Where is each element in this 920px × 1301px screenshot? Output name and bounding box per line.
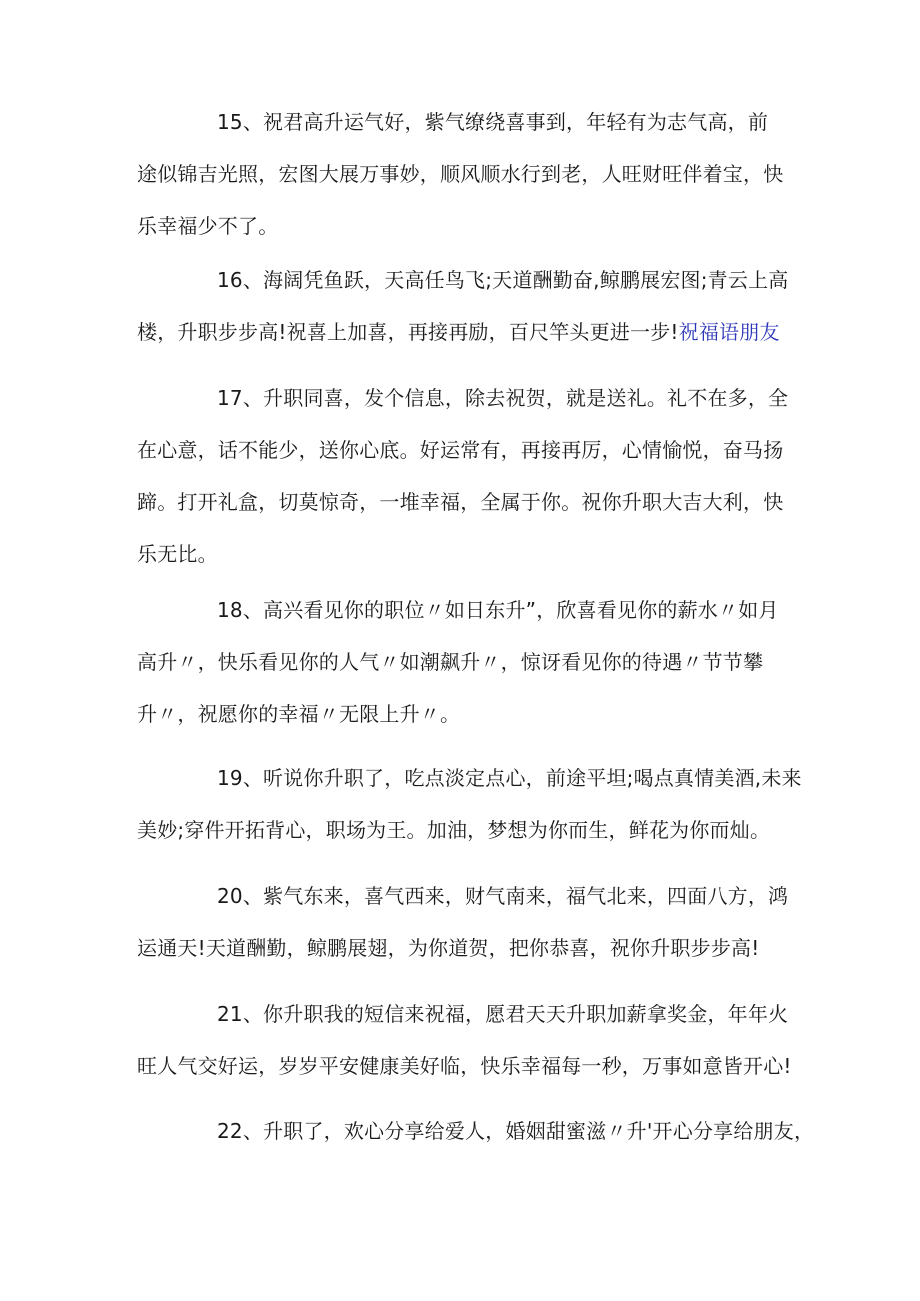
text-line: 高升〃，快乐看见你的人气〃如潮飙升〃，惊讶看见你的待遇〃节节攀	[137, 650, 764, 674]
text-line: 17、升职同喜，发个信息，除去祝贺，就是送礼。礼不在多，全	[217, 386, 789, 410]
text-line: 20、紫气东来，喜气西来，财气南来，福气北来，四面八方，鸿	[217, 884, 789, 908]
text-line: 18、高兴看见你的职位〃如日东升”，欣喜看见你的薪水〃如月	[217, 598, 779, 622]
paragraph-20	[137, 870, 797, 974]
paragraph-21	[137, 988, 797, 1092]
text-line: 在心意，话不能少，送你心底。好运常有，再接再厉，心情愉悦，奋马扬	[137, 438, 784, 462]
text-line: 升〃，祝愿你的幸福〃无限上升〃。	[137, 702, 461, 726]
text-line: 运通天!天道酬勤，鲸鹏展翅，为你道贺，把你恭喜，祝你升职步步高!	[137, 936, 760, 960]
text-line: 途似锦吉光照，宏图大展万事妙，顺风顺水行到老，人旺财旺伴着宝，快	[137, 162, 784, 186]
text-line: 美妙;穿件开拓背心，职场为王。加油，梦想为你而生，鲜花为你而灿。	[137, 818, 771, 842]
text-line: 22、升职了，欢心分享给爱人，婚姻甜蜜滋〃升'开心分享给朋友，	[217, 1119, 815, 1143]
text-line: 21、你升职我的短信来祝福，愿君天天升职加薪拿奖金，年年火	[217, 1002, 789, 1026]
paragraph-22	[137, 1105, 815, 1157]
paragraph-17	[137, 372, 797, 580]
text-line: 乐幸福少不了。	[137, 214, 279, 238]
text-line-content: 楼，升职步步高!祝喜上加喜，再接再励，百尺竿头更进一步!	[137, 320, 679, 344]
text-line: 旺人气交好运，岁岁平安健康美好临，快乐幸福每一秒，万事如意皆开心!	[137, 1054, 792, 1078]
paragraph-15	[137, 96, 797, 252]
text-line: 16、海阔凭鱼跃，天高任鸟飞;天道酬勤奋,鲸鹏展宏图;青云上高	[217, 268, 789, 292]
text-line	[137, 306, 797, 358]
blessing-link[interactable]: 祝福语朋友	[678, 320, 780, 344]
text-line: 15、祝君高升运气好，紫气缭绕喜事到，年轻有为志气高，前	[217, 110, 769, 134]
text-line: 乐无比。	[137, 542, 218, 566]
paragraph-19	[137, 752, 802, 856]
text-line: 19、听说你升职了，吃点淡定点心，前途平坦;喝点真情美酒,未来	[217, 766, 802, 790]
paragraph-18	[137, 584, 797, 740]
text-line: 蹄。打开礼盒，切莫惊奇，一堆幸福，全属于你。祝你升职大吉大利，快	[137, 490, 784, 514]
paragraph-16	[137, 254, 797, 358]
